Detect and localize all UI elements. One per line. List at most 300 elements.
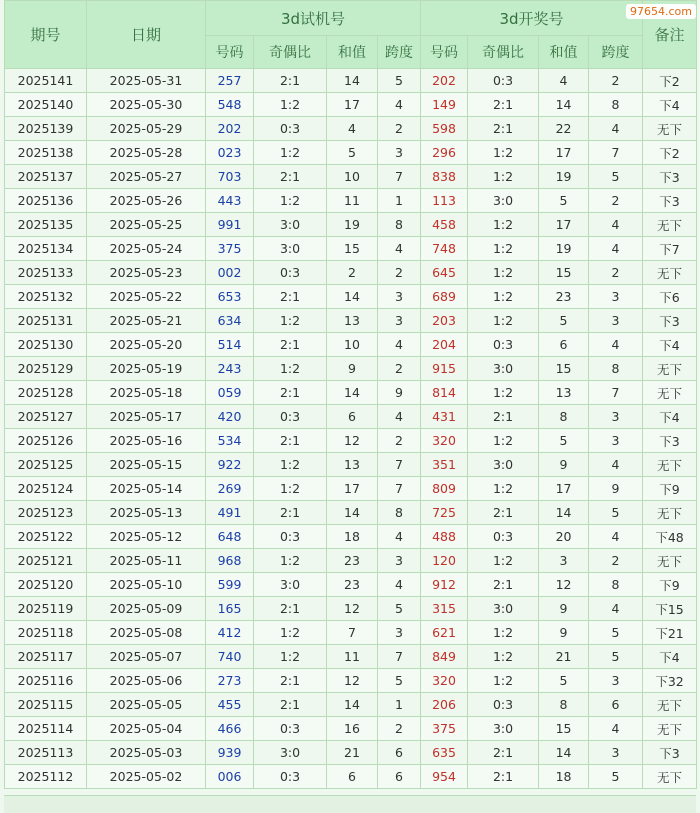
- cell-trial-sum: 14: [327, 693, 378, 717]
- cell-note: 下9: [643, 573, 697, 597]
- cell-draw-span: 4: [589, 333, 643, 357]
- cell-date: 2025-05-31: [87, 69, 206, 93]
- cell-date: 2025-05-09: [87, 597, 206, 621]
- cell-trial-number: 059: [206, 381, 254, 405]
- cell-draw-span: 5: [589, 501, 643, 525]
- cell-trial-sum: 13: [327, 453, 378, 477]
- cell-trial-sum: 12: [327, 597, 378, 621]
- cell-trial-sum: 19: [327, 213, 378, 237]
- cell-trial-sum: 6: [327, 405, 378, 429]
- cell-draw-sum: 12: [539, 573, 589, 597]
- table-row: [5, 189, 697, 213]
- cell-draw-number: 621: [421, 621, 468, 645]
- cell-trial-span: 5: [378, 597, 421, 621]
- cell-draw-sum: 5: [539, 669, 589, 693]
- cell-note: 下48: [643, 525, 697, 549]
- cell-trial-sum: 18: [327, 525, 378, 549]
- cell-trial-sum: 12: [327, 669, 378, 693]
- cell-issue: 2025126: [5, 429, 87, 453]
- cell-draw-number: 635: [421, 741, 468, 765]
- cell-draw-number: 149: [421, 93, 468, 117]
- cell-trial-sum: 12: [327, 429, 378, 453]
- cell-trial-sum: 9: [327, 357, 378, 381]
- table-row: [5, 285, 697, 309]
- cell-trial-span: 7: [378, 165, 421, 189]
- cell-draw-span: 4: [589, 525, 643, 549]
- header-date: 日期: [87, 1, 206, 69]
- cell-issue: 2025112: [5, 765, 87, 789]
- table-row: [5, 645, 697, 669]
- cell-draw-span: 3: [589, 285, 643, 309]
- cell-date: 2025-05-13: [87, 501, 206, 525]
- cell-trial-span: 2: [378, 429, 421, 453]
- cell-trial-span: 4: [378, 525, 421, 549]
- cell-trial-sum: 5: [327, 141, 378, 165]
- cell-trial-sum: 17: [327, 93, 378, 117]
- table-row: [5, 429, 697, 453]
- cell-trial-number: 939: [206, 741, 254, 765]
- table-row: [5, 477, 697, 501]
- cell-date: 2025-05-08: [87, 621, 206, 645]
- cell-trial-number: 991: [206, 213, 254, 237]
- table-row: [5, 141, 697, 165]
- cell-note: 下2: [643, 141, 697, 165]
- cell-trial-odd-even: 0:3: [254, 261, 327, 285]
- cell-draw-span: 2: [589, 549, 643, 573]
- cell-trial-span: 3: [378, 285, 421, 309]
- cell-issue: 2025116: [5, 669, 87, 693]
- cell-draw-sum: 5: [539, 429, 589, 453]
- cell-note: 无下: [643, 549, 697, 573]
- site-watermark: 97654.com: [626, 4, 696, 19]
- table-row: [5, 69, 697, 93]
- cell-draw-odd-even: 2:1: [468, 573, 539, 597]
- cell-draw-number: 202: [421, 69, 468, 93]
- cell-trial-span: 9: [378, 381, 421, 405]
- cell-draw-odd-even: 1:2: [468, 309, 539, 333]
- cell-draw-number: 206: [421, 693, 468, 717]
- cell-draw-number: 296: [421, 141, 468, 165]
- cell-draw-sum: 15: [539, 717, 589, 741]
- header-draw-number: 号码: [421, 36, 468, 69]
- cell-draw-number: 204: [421, 333, 468, 357]
- cell-draw-sum: 14: [539, 741, 589, 765]
- cell-note: 无下: [643, 357, 697, 381]
- cell-trial-sum: 17: [327, 477, 378, 501]
- cell-draw-odd-even: 2:1: [468, 741, 539, 765]
- cell-trial-number: 006: [206, 765, 254, 789]
- cell-draw-sum: 5: [539, 189, 589, 213]
- cell-trial-number: 968: [206, 549, 254, 573]
- table-header: [5, 1, 697, 69]
- cell-trial-number: 257: [206, 69, 254, 93]
- cell-issue: 2025131: [5, 309, 87, 333]
- cell-trial-sum: 4: [327, 117, 378, 141]
- cell-trial-odd-even: 1:2: [254, 357, 327, 381]
- cell-trial-span: 3: [378, 309, 421, 333]
- cell-trial-odd-even: 2:1: [254, 285, 327, 309]
- cell-draw-span: 5: [589, 165, 643, 189]
- cell-trial-odd-even: 1:2: [254, 309, 327, 333]
- cell-trial-sum: 23: [327, 549, 378, 573]
- cell-draw-number: 431: [421, 405, 468, 429]
- header-note: 备注: [643, 1, 697, 69]
- cell-trial-number: 466: [206, 717, 254, 741]
- cell-trial-number: 420: [206, 405, 254, 429]
- cell-trial-number: 455: [206, 693, 254, 717]
- cell-date: 2025-05-10: [87, 573, 206, 597]
- cell-note: 无下: [643, 693, 697, 717]
- cell-trial-span: 4: [378, 405, 421, 429]
- cell-draw-odd-even: 0:3: [468, 693, 539, 717]
- cell-issue: 2025118: [5, 621, 87, 645]
- cell-draw-sum: 3: [539, 549, 589, 573]
- cell-date: 2025-05-27: [87, 165, 206, 189]
- cell-trial-sum: 10: [327, 165, 378, 189]
- cell-draw-span: 4: [589, 213, 643, 237]
- footer-strip: [4, 795, 696, 813]
- cell-issue: 2025127: [5, 405, 87, 429]
- cell-trial-number: 375: [206, 237, 254, 261]
- cell-trial-number: 634: [206, 309, 254, 333]
- cell-draw-number: 645: [421, 261, 468, 285]
- cell-issue: 2025130: [5, 333, 87, 357]
- cell-draw-span: 7: [589, 141, 643, 165]
- header-draw-odd-even: 奇偶比: [468, 36, 539, 69]
- cell-draw-span: 5: [589, 765, 643, 789]
- cell-draw-odd-even: 0:3: [468, 525, 539, 549]
- cell-draw-number: 375: [421, 717, 468, 741]
- cell-trial-span: 7: [378, 477, 421, 501]
- cell-trial-number: 002: [206, 261, 254, 285]
- table-body: [5, 69, 697, 789]
- cell-draw-odd-even: 3:0: [468, 453, 539, 477]
- cell-issue: 2025128: [5, 381, 87, 405]
- cell-trial-sum: 10: [327, 333, 378, 357]
- cell-date: 2025-05-23: [87, 261, 206, 285]
- table-row: [5, 213, 697, 237]
- cell-draw-span: 4: [589, 717, 643, 741]
- cell-date: 2025-05-07: [87, 645, 206, 669]
- table-row: [5, 357, 697, 381]
- cell-draw-span: 7: [589, 381, 643, 405]
- cell-trial-odd-even: 3:0: [254, 237, 327, 261]
- cell-trial-span: 2: [378, 357, 421, 381]
- cell-date: 2025-05-04: [87, 717, 206, 741]
- cell-trial-number: 703: [206, 165, 254, 189]
- cell-date: 2025-05-19: [87, 357, 206, 381]
- cell-trial-odd-even: 2:1: [254, 165, 327, 189]
- cell-trial-odd-even: 2:1: [254, 69, 327, 93]
- cell-trial-span: 3: [378, 141, 421, 165]
- cell-issue: 2025141: [5, 69, 87, 93]
- cell-issue: 2025124: [5, 477, 87, 501]
- cell-draw-odd-even: 1:2: [468, 237, 539, 261]
- cell-note: 下9: [643, 477, 697, 501]
- cell-trial-span: 7: [378, 645, 421, 669]
- table-row: [5, 501, 697, 525]
- cell-trial-odd-even: 1:2: [254, 141, 327, 165]
- cell-trial-number: 548: [206, 93, 254, 117]
- cell-draw-odd-even: 1:2: [468, 213, 539, 237]
- cell-draw-sum: 14: [539, 501, 589, 525]
- cell-draw-span: 3: [589, 429, 643, 453]
- table-row: [5, 573, 697, 597]
- cell-note: 下3: [643, 309, 697, 333]
- cell-note: 下3: [643, 429, 697, 453]
- cell-trial-number: 243: [206, 357, 254, 381]
- cell-trial-number: 443: [206, 189, 254, 213]
- table-row: [5, 765, 697, 789]
- cell-trial-odd-even: 0:3: [254, 717, 327, 741]
- cell-draw-sum: 17: [539, 141, 589, 165]
- cell-date: 2025-05-20: [87, 333, 206, 357]
- cell-issue: 2025134: [5, 237, 87, 261]
- cell-draw-number: 689: [421, 285, 468, 309]
- header-draw-group: 3d开奖号: [421, 1, 643, 36]
- table-row: [5, 741, 697, 765]
- cell-trial-odd-even: 2:1: [254, 693, 327, 717]
- cell-date: 2025-05-03: [87, 741, 206, 765]
- cell-trial-odd-even: 0:3: [254, 765, 327, 789]
- cell-trial-span: 5: [378, 69, 421, 93]
- cell-note: 下15: [643, 597, 697, 621]
- cell-trial-sum: 23: [327, 573, 378, 597]
- cell-issue: 2025139: [5, 117, 87, 141]
- table-row: [5, 405, 697, 429]
- cell-date: 2025-05-30: [87, 93, 206, 117]
- cell-trial-odd-even: 1:2: [254, 645, 327, 669]
- cell-trial-sum: 11: [327, 189, 378, 213]
- cell-trial-odd-even: 2:1: [254, 501, 327, 525]
- cell-trial-odd-even: 1:2: [254, 453, 327, 477]
- cell-draw-number: 809: [421, 477, 468, 501]
- cell-issue: 2025117: [5, 645, 87, 669]
- cell-trial-sum: 13: [327, 309, 378, 333]
- cell-note: 下4: [643, 333, 697, 357]
- cell-trial-odd-even: 0:3: [254, 117, 327, 141]
- cell-trial-odd-even: 2:1: [254, 669, 327, 693]
- cell-date: 2025-05-15: [87, 453, 206, 477]
- table-row: [5, 93, 697, 117]
- cell-trial-span: 7: [378, 453, 421, 477]
- cell-date: 2025-05-14: [87, 477, 206, 501]
- cell-trial-span: 3: [378, 549, 421, 573]
- cell-draw-sum: 21: [539, 645, 589, 669]
- cell-draw-span: 8: [589, 357, 643, 381]
- cell-note: 无下: [643, 501, 697, 525]
- cell-draw-odd-even: 2:1: [468, 405, 539, 429]
- cell-note: 下4: [643, 645, 697, 669]
- cell-draw-odd-even: 3:0: [468, 597, 539, 621]
- cell-draw-number: 203: [421, 309, 468, 333]
- table-row: [5, 549, 697, 573]
- cell-draw-odd-even: 1:2: [468, 477, 539, 501]
- cell-issue: 2025135: [5, 213, 87, 237]
- cell-date: 2025-05-16: [87, 429, 206, 453]
- cell-note: 无下: [643, 453, 697, 477]
- cell-trial-number: 648: [206, 525, 254, 549]
- cell-draw-number: 315: [421, 597, 468, 621]
- cell-draw-span: 4: [589, 597, 643, 621]
- cell-trial-sum: 16: [327, 717, 378, 741]
- header-trial-sum: 和值: [327, 36, 378, 69]
- cell-issue: 2025121: [5, 549, 87, 573]
- cell-draw-span: 2: [589, 261, 643, 285]
- cell-draw-sum: 22: [539, 117, 589, 141]
- cell-draw-sum: 17: [539, 213, 589, 237]
- cell-trial-sum: 11: [327, 645, 378, 669]
- cell-trial-odd-even: 3:0: [254, 573, 327, 597]
- cell-note: 下3: [643, 189, 697, 213]
- cell-issue: 2025114: [5, 717, 87, 741]
- cell-draw-sum: 14: [539, 93, 589, 117]
- cell-note: 下3: [643, 741, 697, 765]
- cell-date: 2025-05-18: [87, 381, 206, 405]
- cell-trial-span: 1: [378, 189, 421, 213]
- cell-trial-span: 4: [378, 573, 421, 597]
- cell-draw-sum: 15: [539, 261, 589, 285]
- cell-trial-sum: 2: [327, 261, 378, 285]
- cell-draw-span: 3: [589, 669, 643, 693]
- cell-date: 2025-05-02: [87, 765, 206, 789]
- cell-note: 下4: [643, 93, 697, 117]
- cell-note: 无下: [643, 261, 697, 285]
- cell-trial-number: 023: [206, 141, 254, 165]
- cell-draw-odd-even: 2:1: [468, 501, 539, 525]
- cell-draw-span: 4: [589, 117, 643, 141]
- cell-draw-span: 6: [589, 693, 643, 717]
- cell-trial-odd-even: 2:1: [254, 381, 327, 405]
- table-row: [5, 237, 697, 261]
- cell-note: 下32: [643, 669, 697, 693]
- table-row: [5, 381, 697, 405]
- cell-trial-span: 3: [378, 621, 421, 645]
- cell-trial-sum: 14: [327, 69, 378, 93]
- cell-trial-span: 2: [378, 117, 421, 141]
- cell-draw-odd-even: 1:2: [468, 645, 539, 669]
- cell-trial-sum: 14: [327, 501, 378, 525]
- cell-date: 2025-05-12: [87, 525, 206, 549]
- cell-date: 2025-05-24: [87, 237, 206, 261]
- cell-trial-number: 165: [206, 597, 254, 621]
- cell-date: 2025-05-21: [87, 309, 206, 333]
- cell-trial-odd-even: 1:2: [254, 477, 327, 501]
- table-row: [5, 117, 697, 141]
- cell-trial-sum: 14: [327, 381, 378, 405]
- header-draw-span: 跨度: [589, 36, 643, 69]
- cell-draw-odd-even: 1:2: [468, 549, 539, 573]
- cell-draw-sum: 8: [539, 405, 589, 429]
- cell-trial-odd-even: 2:1: [254, 333, 327, 357]
- cell-draw-span: 8: [589, 573, 643, 597]
- cell-draw-odd-even: 2:1: [468, 117, 539, 141]
- table-row: [5, 453, 697, 477]
- results-table-container: [4, 0, 696, 789]
- table-row: [5, 165, 697, 189]
- cell-issue: 2025138: [5, 141, 87, 165]
- cell-draw-odd-even: 3:0: [468, 717, 539, 741]
- cell-date: 2025-05-17: [87, 405, 206, 429]
- cell-trial-odd-even: 2:1: [254, 597, 327, 621]
- cell-trial-span: 4: [378, 93, 421, 117]
- header-trial-group: 3d试机号: [206, 1, 421, 36]
- cell-trial-odd-even: 1:2: [254, 189, 327, 213]
- cell-draw-number: 120: [421, 549, 468, 573]
- header-draw-sum: 和值: [539, 36, 589, 69]
- cell-date: 2025-05-11: [87, 549, 206, 573]
- cell-trial-number: 599: [206, 573, 254, 597]
- cell-note: 下2: [643, 69, 697, 93]
- cell-trial-number: 273: [206, 669, 254, 693]
- cell-trial-span: 4: [378, 237, 421, 261]
- cell-draw-number: 912: [421, 573, 468, 597]
- table-row: [5, 693, 697, 717]
- cell-draw-odd-even: 1:2: [468, 141, 539, 165]
- cell-draw-sum: 19: [539, 237, 589, 261]
- cell-trial-number: 534: [206, 429, 254, 453]
- cell-draw-span: 3: [589, 309, 643, 333]
- cell-note: 下7: [643, 237, 697, 261]
- cell-trial-sum: 14: [327, 285, 378, 309]
- cell-trial-odd-even: 1:2: [254, 549, 327, 573]
- cell-note: 下3: [643, 165, 697, 189]
- cell-issue: 2025140: [5, 93, 87, 117]
- cell-trial-span: 8: [378, 213, 421, 237]
- header-trial-number: 号码: [206, 36, 254, 69]
- header-trial-odd-even: 奇偶比: [254, 36, 327, 69]
- cell-draw-sum: 6: [539, 333, 589, 357]
- cell-trial-sum: 7: [327, 621, 378, 645]
- cell-draw-span: 8: [589, 93, 643, 117]
- cell-draw-odd-even: 1:2: [468, 165, 539, 189]
- cell-issue: 2025132: [5, 285, 87, 309]
- cell-draw-odd-even: 2:1: [468, 765, 539, 789]
- cell-draw-number: 113: [421, 189, 468, 213]
- table-row: [5, 261, 697, 285]
- cell-trial-span: 2: [378, 717, 421, 741]
- cell-trial-span: 2: [378, 261, 421, 285]
- cell-trial-odd-even: 0:3: [254, 525, 327, 549]
- cell-draw-sum: 20: [539, 525, 589, 549]
- cell-trial-span: 1: [378, 693, 421, 717]
- cell-draw-span: 4: [589, 237, 643, 261]
- cell-draw-span: 5: [589, 645, 643, 669]
- cell-draw-number: 320: [421, 669, 468, 693]
- cell-issue: 2025133: [5, 261, 87, 285]
- table-row: [5, 597, 697, 621]
- cell-draw-sum: 23: [539, 285, 589, 309]
- results-table: [4, 0, 697, 789]
- cell-draw-number: 458: [421, 213, 468, 237]
- cell-date: 2025-05-29: [87, 117, 206, 141]
- table-row: [5, 669, 697, 693]
- cell-trial-sum: 6: [327, 765, 378, 789]
- cell-draw-odd-even: 1:2: [468, 429, 539, 453]
- cell-draw-odd-even: 3:0: [468, 189, 539, 213]
- cell-issue: 2025137: [5, 165, 87, 189]
- cell-draw-odd-even: 1:2: [468, 285, 539, 309]
- cell-trial-span: 5: [378, 669, 421, 693]
- cell-trial-sum: 21: [327, 741, 378, 765]
- cell-draw-span: 5: [589, 621, 643, 645]
- cell-trial-number: 202: [206, 117, 254, 141]
- cell-trial-odd-even: 0:3: [254, 405, 327, 429]
- cell-issue: 2025122: [5, 525, 87, 549]
- cell-issue: 2025120: [5, 573, 87, 597]
- cell-trial-odd-even: 3:0: [254, 213, 327, 237]
- cell-note: 无下: [643, 213, 697, 237]
